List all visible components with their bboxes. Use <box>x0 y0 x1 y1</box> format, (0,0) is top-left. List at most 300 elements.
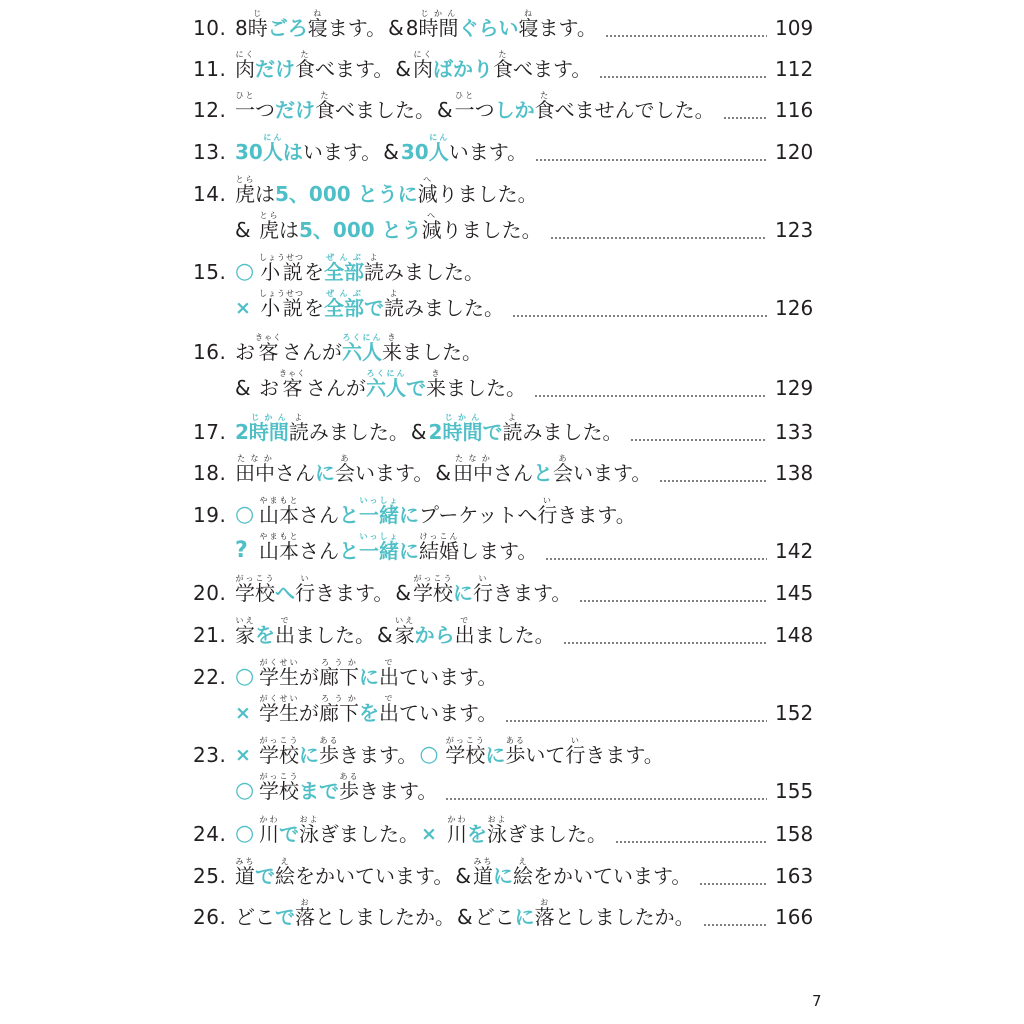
example-sentence <box>259 694 497 727</box>
entry-number: 25. <box>193 864 227 888</box>
kanji-base: 全部 <box>324 296 364 320</box>
furigana: がっこう <box>259 772 299 781</box>
sentence-text <box>426 369 446 402</box>
sentence-text: きます。 <box>315 581 394 605</box>
sentence-text <box>259 815 279 848</box>
sentence-text <box>275 616 295 649</box>
page-ref: 166 <box>775 905 814 929</box>
sentence-text <box>565 736 585 769</box>
ampersand-separator: & <box>395 57 412 81</box>
furigana: じかん <box>418 9 459 18</box>
toc-line <box>193 253 813 286</box>
sentence-text: プーケットへ <box>419 503 538 527</box>
kanji-base: 学生 <box>259 701 299 725</box>
sentence-text: みました。 <box>308 420 409 444</box>
kanji-base: 道 <box>235 864 255 888</box>
kanji-base: 減 <box>417 182 438 206</box>
kanji-base: 客 <box>279 376 306 400</box>
sentence-text <box>259 736 299 769</box>
sentence-text: ぎました。 <box>507 822 607 846</box>
example-sentence <box>259 253 484 286</box>
highlighted-particle <box>263 133 283 166</box>
sentence-text <box>259 772 299 805</box>
kanji-base: 田中 <box>453 461 494 485</box>
sentence-text <box>259 532 299 565</box>
furigana: いっしょ <box>359 532 399 541</box>
sentence-text <box>308 9 328 42</box>
sentence-text: います。 <box>448 140 528 164</box>
furigana: とら <box>235 175 255 184</box>
sentence-text: 8 <box>405 16 419 40</box>
furigana: よ <box>384 289 404 298</box>
sentence-text <box>382 333 402 366</box>
furigana: けっこん <box>419 532 459 541</box>
kanji-base: 絵 <box>275 864 295 888</box>
sentence-text <box>418 9 458 42</box>
highlighted-particle: と <box>533 461 554 485</box>
furigana: じかん <box>248 413 289 422</box>
sentence-text <box>553 454 573 487</box>
highlighted-particle: と <box>339 503 359 527</box>
sentence-text <box>413 50 433 83</box>
kanji-base: 時 <box>247 16 268 40</box>
question-mark-icon: ? <box>235 538 248 563</box>
sentence-text <box>447 815 467 848</box>
highlighted-particle: に <box>299 743 319 767</box>
highlighted-particle: に <box>399 539 419 563</box>
furigana: ある <box>339 772 359 781</box>
sentence-text: します。 <box>459 539 538 563</box>
sentence-text <box>279 369 306 402</box>
circle-mark-icon: ○ <box>419 742 439 767</box>
kanji-base: 学校 <box>413 581 454 605</box>
furigana: ろくにん <box>366 369 406 378</box>
example-sentence <box>235 413 622 446</box>
sentence-text <box>518 9 538 42</box>
furigana: あ <box>335 454 355 463</box>
sentence-text: きます。 <box>359 779 438 803</box>
furigana: で <box>379 658 399 667</box>
furigana: じかん <box>442 413 483 422</box>
page-ref: 129 <box>775 376 814 400</box>
sentence-text: をかいています。 <box>295 864 454 888</box>
kanji-base: 時間 <box>418 16 459 40</box>
furigana: へ <box>421 211 442 220</box>
sentence-text <box>259 289 304 322</box>
kanji-base: 行 <box>565 743 586 767</box>
entry-number: 22. <box>193 665 227 689</box>
kanji-base: 行 <box>537 503 558 527</box>
sentence-text: べます。 <box>513 57 592 81</box>
example-sentence <box>235 616 555 649</box>
toc-line <box>193 9 814 42</box>
highlighted-particle <box>324 253 364 286</box>
sentence-text <box>235 454 275 487</box>
example-sentence <box>259 496 636 529</box>
kanji-base: 泳 <box>299 822 319 846</box>
sentence-text <box>319 658 359 691</box>
entry-number: 23. <box>193 743 227 767</box>
dot-leader <box>703 903 767 931</box>
toc-line <box>193 175 813 208</box>
furigana: いっしょ <box>359 496 399 505</box>
sentence-text: は <box>279 218 299 242</box>
highlighted-particle: に <box>359 665 379 689</box>
kanji-base: 虎 <box>259 218 279 242</box>
example-sentence <box>259 289 504 322</box>
sentence-text <box>493 50 513 83</box>
dot-leader <box>615 820 767 848</box>
entry-number: 10. <box>193 16 227 40</box>
example-sentence <box>235 175 538 208</box>
highlighted-particle: 30 <box>235 140 263 164</box>
cross-mark-icon: × <box>421 823 437 845</box>
kanji-base: 泳 <box>487 822 507 846</box>
ampersand-separator: & <box>455 864 472 888</box>
furigana: た <box>295 50 315 59</box>
dot-leader <box>535 138 767 166</box>
sentence-text: さんが <box>282 340 342 364</box>
toc-line <box>193 772 814 805</box>
furigana: がっこう <box>235 574 275 583</box>
sentence-text: りました。 <box>437 182 538 206</box>
sentence-text: さん <box>299 503 339 527</box>
furigana: た <box>493 50 514 59</box>
kanji-base: 学校 <box>235 581 275 605</box>
entry-number: 18. <box>193 461 227 485</box>
kanji-base: 肉 <box>235 57 255 81</box>
furigana: き <box>426 369 446 378</box>
sentence-text: を <box>304 260 324 284</box>
sentence-text <box>319 694 359 727</box>
sentence-text <box>395 616 415 649</box>
ampersand-separator: & <box>435 461 452 485</box>
sentence-text <box>384 289 404 322</box>
furigana: にく <box>235 50 255 59</box>
sentence-text <box>235 91 255 124</box>
sentence-text: います。 <box>573 461 652 485</box>
sentence-text: きます。 <box>493 581 572 605</box>
highlighted-particle: 30 <box>400 140 429 164</box>
kanji-base: 絵 <box>513 864 534 888</box>
furigana: お <box>295 898 315 907</box>
cross-mark-icon: × <box>235 702 251 724</box>
sentence-text: を <box>304 296 324 320</box>
dot-leader <box>699 862 767 890</box>
kanji-base: 山本 <box>259 503 299 527</box>
highlighted-particle: ばかり <box>433 57 494 81</box>
sentence-text: 8 <box>235 16 248 40</box>
kanji-base: 学校 <box>445 743 486 767</box>
highlighted-particle: だけ <box>255 57 295 81</box>
kanji-base: 人 <box>428 140 449 164</box>
sentence-text <box>502 413 522 446</box>
toc-line <box>193 496 813 529</box>
kanji-base: 小説 <box>259 296 304 320</box>
dot-leader <box>512 294 767 322</box>
example-sentence <box>235 574 571 607</box>
kanji-base: 来 <box>382 340 402 364</box>
ampersand-separator: & <box>457 905 473 929</box>
sentence-text <box>379 694 399 727</box>
sentence-text <box>235 574 275 607</box>
example-sentence <box>259 532 537 565</box>
ampersand-mark: & <box>235 218 251 242</box>
highlighted-particle: 2 <box>428 420 443 444</box>
highlighted-particle: から <box>414 623 455 647</box>
furigana: で <box>454 616 475 625</box>
kanji-base: 歩 <box>505 743 526 767</box>
dot-leader <box>599 55 767 83</box>
sentence-text <box>505 736 525 769</box>
kanji-base: 出 <box>379 665 399 689</box>
toc-line <box>193 736 813 769</box>
furigana: い <box>473 574 494 583</box>
furigana: ぜんぶ <box>324 289 364 298</box>
sentence-text: べませんでした。 <box>554 98 715 122</box>
kanji-base: 読 <box>502 420 523 444</box>
entry-number: 15. <box>193 260 227 284</box>
highlighted-particle <box>249 413 289 446</box>
kanji-base: 肉 <box>413 57 434 81</box>
entry-number: 16. <box>193 340 227 364</box>
toc-line <box>193 694 814 727</box>
sentence-text <box>513 857 533 890</box>
furigana: たなか <box>453 454 493 463</box>
sentence-text: お <box>235 340 255 364</box>
sentence-text <box>335 454 355 487</box>
furigana: で <box>275 616 295 625</box>
sentence-text <box>289 413 309 446</box>
toc-line <box>193 333 813 366</box>
sentence-text: どこ <box>235 905 275 929</box>
entry-number: 19. <box>193 503 227 527</box>
example-sentence <box>235 857 691 890</box>
highlighted-particle <box>442 413 482 446</box>
page-ref: 158 <box>775 822 814 846</box>
kanji-base: 落 <box>534 905 555 929</box>
highlighted-particle <box>359 532 399 565</box>
highlighted-particle: で <box>255 864 275 888</box>
sentence-text: ぎました。 <box>319 822 419 846</box>
furigana: ろうか <box>319 658 359 667</box>
highlighted-particle: に <box>453 581 474 605</box>
toc-line <box>193 616 814 649</box>
example-sentence <box>235 9 597 42</box>
dot-leader <box>563 621 767 649</box>
toc-line <box>193 369 814 402</box>
dot-leader <box>659 459 767 487</box>
sentence-text: きます。 <box>585 743 664 767</box>
highlighted-particle: に <box>493 864 514 888</box>
furigana: がっこう <box>445 736 486 745</box>
furigana: とら <box>259 211 279 220</box>
furigana: みち <box>235 857 255 866</box>
sentence-text <box>379 658 399 691</box>
furigana: え <box>513 857 534 866</box>
kanji-base: 寝 <box>518 16 539 40</box>
example-sentence <box>235 133 527 166</box>
kanji-base: 読 <box>384 296 404 320</box>
entry-number: 26. <box>193 905 227 929</box>
highlighted-particle: を <box>255 623 275 647</box>
example-sentence <box>259 772 437 805</box>
highlighted-particle: は <box>282 140 303 164</box>
sentence-text: います。 <box>302 140 382 164</box>
highlighted-particle: で <box>406 376 426 400</box>
kanji-base: 虎 <box>235 182 255 206</box>
sentence-text: さん <box>275 461 315 485</box>
sentence-text: ています。 <box>399 665 498 689</box>
highlighted-particle: を <box>467 822 487 846</box>
toc-line <box>193 289 814 322</box>
circle-mark-icon: ○ <box>235 502 255 527</box>
highlighted-particle: で <box>482 420 503 444</box>
sentence-text: さんが <box>306 376 366 400</box>
kanji-base: 田中 <box>235 461 275 485</box>
page-ref: 152 <box>775 701 814 725</box>
page-ref: 112 <box>775 57 814 81</box>
kanji-base: 学生 <box>259 665 299 689</box>
dot-leader <box>545 537 767 565</box>
highlighted-particle: へ <box>275 581 295 605</box>
page-ref: 142 <box>775 539 814 563</box>
sentence-text: ました。 <box>446 376 526 400</box>
sentence-text: さん <box>493 461 534 485</box>
entry-number: 24. <box>193 822 227 846</box>
furigana: きゃく <box>279 369 306 378</box>
kanji-base: 行 <box>473 581 494 605</box>
highlighted-particle: に <box>514 905 535 929</box>
sentence-text <box>418 175 438 208</box>
page-number: 7 <box>812 992 822 1010</box>
kanji-base: 会 <box>553 461 574 485</box>
kanji-base: 道 <box>473 864 494 888</box>
furigana: がっこう <box>413 574 454 583</box>
kanji-base: 家 <box>394 623 415 647</box>
sentence-text <box>453 454 493 487</box>
sentence-text <box>413 574 453 607</box>
kanji-base: 一 <box>454 98 475 122</box>
highlighted-particle: で <box>279 822 299 846</box>
furigana: ある <box>319 736 339 745</box>
sentence-text <box>473 574 493 607</box>
sentence-text: どこ <box>474 905 515 929</box>
example-sentence <box>235 454 651 487</box>
sentence-text: が <box>299 701 319 725</box>
sentence-text: きます。 <box>339 743 418 767</box>
page-ref: 138 <box>775 461 814 485</box>
example-sentence <box>235 898 695 931</box>
sentence-text <box>259 694 299 727</box>
sentence-text: さん <box>299 539 339 563</box>
furigana: いえ <box>394 616 415 625</box>
furigana: ひと <box>235 91 255 100</box>
page-ref: 126 <box>775 296 814 320</box>
kanji-base: 一 <box>235 98 255 122</box>
highlighted-particle: を <box>359 701 379 725</box>
furigana: お <box>534 898 555 907</box>
kanji-base: 川 <box>447 822 467 846</box>
kanji-base: 落 <box>295 905 315 929</box>
furigana: た <box>534 91 555 100</box>
toc-line <box>193 574 814 607</box>
sentence-text <box>487 815 507 848</box>
example-sentence <box>259 369 526 402</box>
kanji-base: 小説 <box>259 260 304 284</box>
sentence-text: ました。 <box>295 623 375 647</box>
sentence-text <box>535 91 555 124</box>
furigana: みち <box>473 857 494 866</box>
sentence-text <box>455 91 475 124</box>
highlighted-particle <box>324 289 364 322</box>
kanji-base: 歩 <box>319 743 339 767</box>
kanji-base: 出 <box>454 623 475 647</box>
sentence-text: は <box>255 182 275 206</box>
circle-mark-icon: ○ <box>235 259 255 284</box>
furigana: ろくにん <box>342 333 382 342</box>
sentence-text: みました。 <box>522 420 623 444</box>
furigana: い <box>537 496 558 505</box>
kanji-base: 時間 <box>248 420 289 444</box>
furigana: ひと <box>454 91 475 100</box>
furigana: ね <box>307 9 328 18</box>
kanji-base: 出 <box>275 623 295 647</box>
entry-number: 21. <box>193 623 227 647</box>
furigana: ぜんぶ <box>324 253 364 262</box>
kanji-base: 一緒 <box>359 503 399 527</box>
furigana: しょうせつ <box>259 253 304 262</box>
sentence-text <box>339 772 359 805</box>
sentence-text <box>422 211 442 244</box>
sentence-text: ています。 <box>399 701 498 725</box>
toc-line <box>193 658 813 691</box>
highlighted-particle: しか <box>494 98 535 122</box>
sentence-text <box>315 91 335 124</box>
highlighted-particle: に <box>399 503 419 527</box>
highlighted-particle: 5、000 とうに <box>275 182 418 206</box>
sentence-text <box>235 175 255 208</box>
entry-number: 20. <box>193 581 227 605</box>
furigana: え <box>275 857 295 866</box>
sentence-text <box>295 574 315 607</box>
highlighted-particle: で <box>364 296 384 320</box>
kanji-base: 廊下 <box>319 701 359 725</box>
highlighted-particle: ぐらい <box>458 16 519 40</box>
dot-leader <box>723 96 767 124</box>
sentence-text: いて <box>525 743 566 767</box>
furigana: い <box>295 574 315 583</box>
kanji-base: 読 <box>364 260 384 284</box>
sentence-text <box>535 898 555 931</box>
page-ref: 109 <box>775 16 814 40</box>
sentence-text: をかいています。 <box>533 864 692 888</box>
dot-leader <box>605 14 767 42</box>
page-ref: 163 <box>775 864 814 888</box>
kanji-base: 結婚 <box>419 539 459 563</box>
highlighted-particle: だけ <box>275 98 315 122</box>
sentence-text: べます。 <box>315 57 394 81</box>
furigana: にん <box>262 133 283 142</box>
sentence-text: が <box>299 665 319 689</box>
example-sentence <box>235 91 715 124</box>
cross-mark-icon: × <box>235 297 251 319</box>
kanji-base: 読 <box>288 420 309 444</box>
furigana: で <box>379 694 399 703</box>
example-sentence <box>259 815 607 848</box>
toc-line <box>193 857 814 890</box>
highlighted-particle <box>429 133 449 166</box>
